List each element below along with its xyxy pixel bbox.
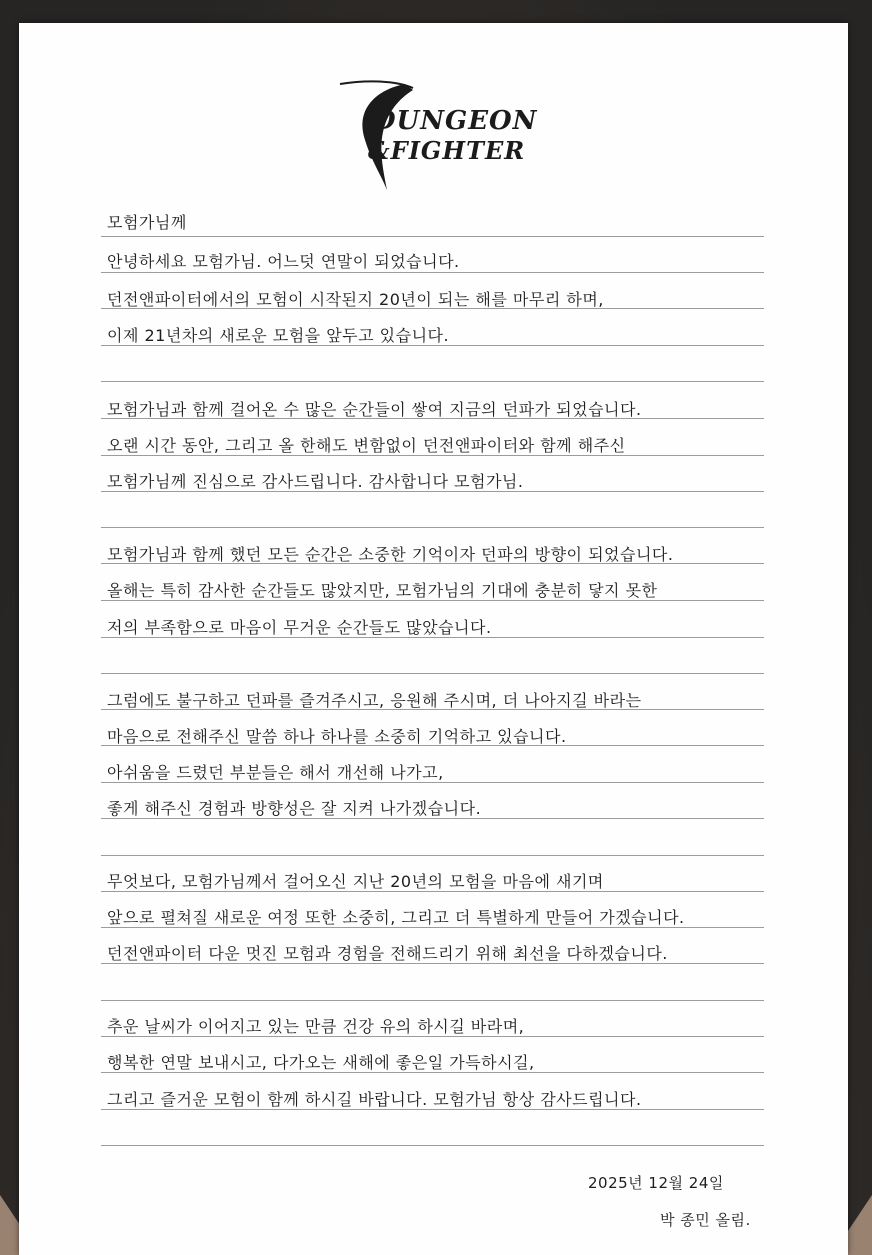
letter-line: 좋게 해주신 경험과 방향성은 잘 지켜 나가겠습니다. [107,799,482,818]
letter-line: 그럼에도 불구하고 던파를 즐겨주시고, 응원해 주시며, 더 나아지길 바라는 [107,691,642,710]
letter-line: 마음으로 전해주신 말씀 하나 하나를 소중히 기억하고 있습니다. [107,727,567,746]
ruled-line [101,1145,764,1146]
letter-signature: 박 종민 올림. [660,1211,751,1229]
letter-line: 모험가님과 함께 걸어온 수 많은 순간들이 쌓여 지금의 던파가 되었습니다. [107,400,642,419]
letter-line: 모험가님께 진심으로 감사드립니다. 감사합니다 모험가님. [107,472,524,491]
letter-date: 2025년 12월 24일 [588,1174,724,1192]
ruled-line [101,272,764,273]
letter-line: 이제 21년차의 새로운 모험을 앞두고 있습니다. [107,326,450,345]
ruled-line [101,381,764,382]
letter-line: 안녕하세요 모험가님. 어느덧 연말이 되었습니다. [107,252,460,271]
ruled-line [101,855,764,856]
letter-line: 추운 날씨가 이어지고 있는 만큼 건강 유의 하시길 바라며, [107,1017,525,1036]
letter-line: 저의 부족함으로 마음이 무거운 순간들도 많았습니다. [107,618,492,637]
ruled-line [101,527,764,528]
letter-line: 오랜 시간 동안, 그리고 올 한해도 변함없이 던전앤파이터와 함께 해주신 [107,436,626,455]
letter-line: 아쉬움을 드렸던 부분들은 해서 개선해 나가고, [107,763,444,782]
ruled-line [101,236,764,237]
dungeon-fighter-logo [335,80,538,195]
letter-line: 올해는 특히 감사한 순간들도 많았지만, 모험가님의 기대에 충분히 닿지 못한 [107,581,658,600]
letter-line: 그리고 즐거운 모험이 함께 하시길 바랍니다. 모험가님 항상 감사드립니다. [107,1090,642,1109]
logo-line-2: &FIGHTER [368,136,526,165]
letter-line: 모험가님과 함께 했던 모든 순간은 소중한 기억이자 던파의 방향이 되었습니다. [107,545,674,564]
letter-line: 무엇보다, 모험가님께서 걸어오신 지난 20년의 모험을 마음에 새기며 [107,872,604,891]
logo-line-1: DUNGEON [373,106,538,136]
ruled-line [101,673,764,674]
ruled-line [101,1000,764,1001]
letter-line: 행복한 연말 보내시고, 다가오는 새해에 좋은일 가득하시길, [107,1053,535,1072]
letter-line: 던전앤파이터에서의 모험이 시작된지 20년이 되는 해를 마무리 하며, [107,290,604,309]
letter-line: 던전앤파이터 다운 멋진 모험과 경험을 전해드리기 위해 최선을 다하겠습니다. [107,944,668,963]
letter-line: 앞으로 펼쳐질 새로운 여정 또한 소중히, 그리고 더 특별하게 만들어 가겠습니다. [107,908,685,927]
letter-greeting: 모험가님께 [107,213,187,232]
